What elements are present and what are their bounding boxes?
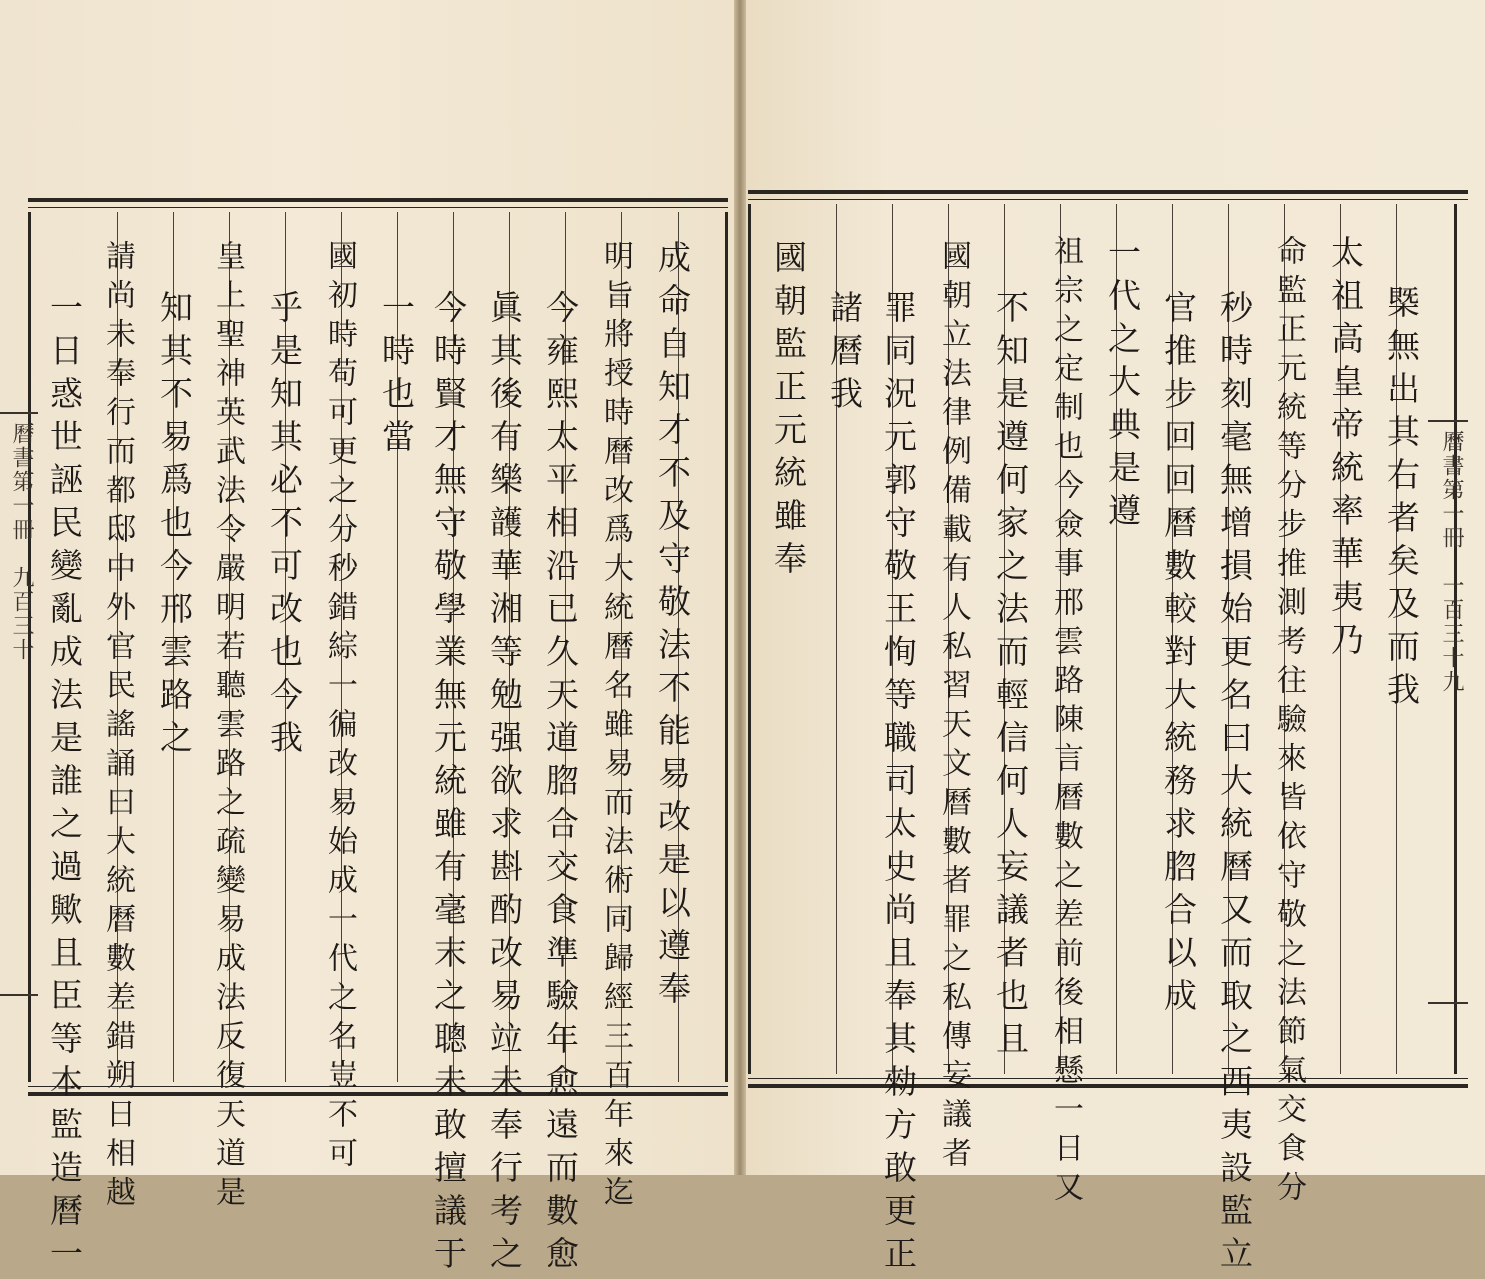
right-column-5: 官推步回回曆數較對大統務求脗合以成: [1159, 290, 1198, 1021]
right-column-2: 太祖高皇帝統率華夷乃: [1326, 235, 1365, 665]
left-column-6: 一時也當: [377, 290, 416, 462]
left-column-4: 眞其後有樂頀華湘等勉强欲求斟酌改易竝未奉行考之: [485, 290, 524, 1279]
right-column-6: 一代之大典是遵: [1103, 235, 1142, 536]
left-column-11: 請尚未奉行而都邸中外官民謠誦曰大統曆數差錯朔日相越: [100, 240, 135, 1215]
left-column-8: 乎是知其必不可改也今我: [265, 290, 304, 763]
right-column-8: 不知是遵何家之法而輕信何人妄議者也且: [991, 290, 1030, 1064]
left-column-9: 皇上聖神英武法令嚴明若聽雲路之疏變易成法反復天道是: [210, 240, 245, 1215]
right-fold-strip: [1428, 420, 1468, 1004]
right-strip-label: 曆書第一冊 一百三十九: [1439, 430, 1464, 694]
left-column-12: 一日惑世誣民變亂成法是誰之過歟且臣等本監造曆一: [45, 290, 84, 1279]
right-column-1: 槩無出其右者矣及而我: [1382, 285, 1421, 715]
frame-right-edge: [725, 212, 728, 1082]
right-column-10: 罪同況元郭守敬王恂等職司太史尚且奉其勑方敢更正: [879, 290, 918, 1279]
left-column-2: 明旨將授時曆改爲大統曆名雖易而法術同歸經三百年來迄: [598, 240, 633, 1215]
right-column-11: 諸曆我: [825, 290, 864, 419]
right-column-12: 國朝監正元統雖奉: [769, 240, 808, 584]
right-column-4: 秒時刻毫無增損始更名曰大統曆又而取之西夷設監立: [1215, 290, 1254, 1279]
right-column-9: 國朝立法律例備載有人私習天文曆數者罪之私傳妄議者: [936, 240, 971, 1176]
left-column-1: 成命自知才不及守敬法不能易改是以遵奉: [653, 240, 692, 1014]
right-column-3: 命監正元統等分步推測考往驗來皆依守敬之法節氣交食分: [1271, 235, 1306, 1210]
left-column-3: 今雍熙太平相沿已久天道脗合交食準驗年愈遠而數愈: [541, 290, 580, 1279]
left-column-7: 國初時苟可更之分秒錯綜一徧改易始成一代之名豈不可: [322, 240, 357, 1176]
bleed-through-marks: [300, 40, 338, 78]
left-column-10: 知其不易爲也今邢雲路之: [155, 290, 194, 763]
left-column-5: 今時賢才無守敬學業無元統雖有毫末之聰未敢擅議于: [429, 290, 468, 1279]
left-fold-strip: [0, 412, 38, 996]
right-column-7: 祖宗之定制也今僉事邢雲路陳言曆數之差前後相懸一日又: [1048, 235, 1083, 1210]
book-gutter: [734, 0, 746, 1175]
left-strip-label: 曆書第一冊 九百三十: [9, 422, 34, 662]
